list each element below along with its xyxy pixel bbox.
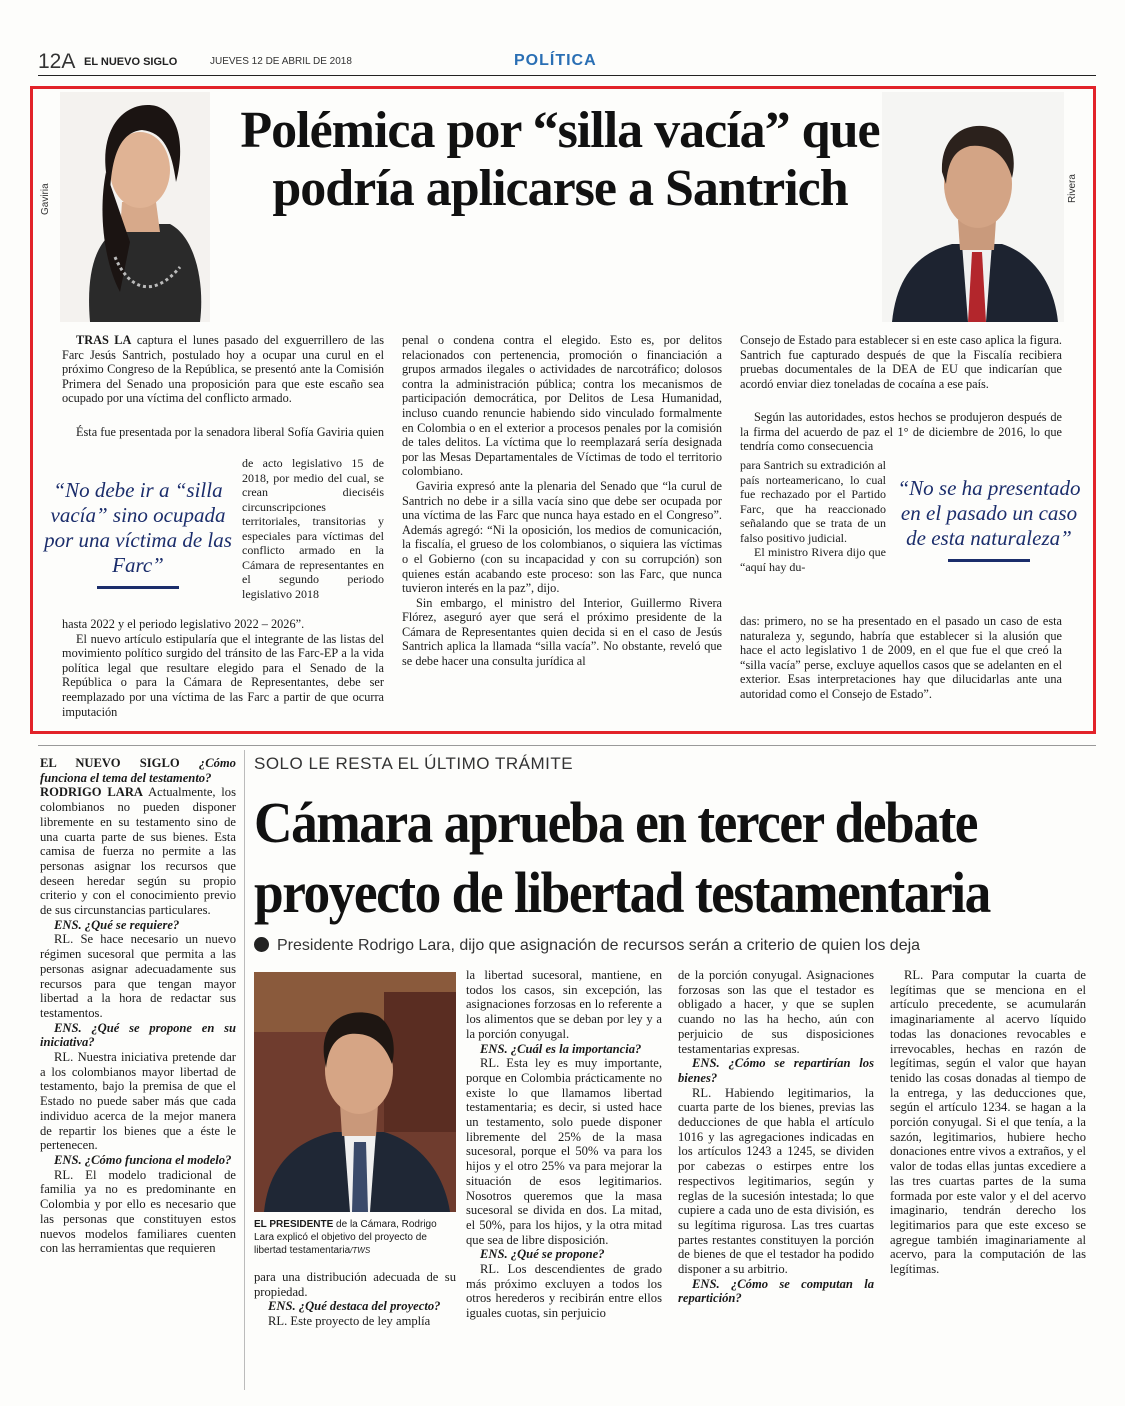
question-text: ENS. ¿Cómo funciona el modelo? [54, 1152, 232, 1167]
question-text: ENS. ¿Cuál es la importancia? [480, 1041, 642, 1056]
pull-quote-gaviria [42, 478, 234, 589]
paragraph [402, 333, 722, 479]
section-name: POLÍTICA [514, 52, 597, 69]
caption-text: de la Cámara, Rodrigo Lara explicó el objetivo del proyecto de libertad testamentaria [254, 1219, 437, 1256]
lead-in: TRAS LA [76, 333, 132, 347]
bullet-icon [254, 937, 269, 952]
page-number: 12A [38, 50, 76, 73]
top-column-3b [740, 458, 886, 574]
paragraph: de acto legislativo 15 de 2018, por medio del cual, se crean dieciséis circunscripciones territoriales, transitorias y especiales para víctimas del conflicto armado en la Cámara de representantes en el segundo periodo legislativo 2018 [242, 456, 384, 601]
paragraph: Según las autoridades, estos hechos se produjeron después de la firma del acuerdo de paz el 1° de diciembre de 2016, lo que tendría como consecuencia [740, 410, 1062, 454]
column-divider [244, 750, 245, 1390]
answer-text: RL. Habiendo legitimarios, la cuarta parte de los bienes, previas las deducciones de que habla el artículo 1016 y las agregaciones indicadas en los artículos 1243 a 1245, se dividen por cabezas o estirpes entre los respectivos legitimarios, según y reglas de la sucesión intestada; lo que cupiere a cada uno de esta división, es su legítima rigurosa. Las tres cuartas partes restantes constituyen la porción de bienes de que el testador ha podido disponer a su arbitrio. [678, 1085, 874, 1277]
answer [254, 1314, 456, 1329]
pull-quote-rule [948, 559, 1030, 562]
answer-text: RL. Este proyecto de ley amplía [268, 1314, 431, 1329]
question [40, 1153, 236, 1168]
bottom-column-4 [678, 968, 874, 1306]
paragraph [254, 1270, 456, 1299]
question [40, 918, 236, 933]
paragraph-text: penal o condena contra el elegido. Esto es, por delitos relacionados con pertenencia, promoción o financiación a grupos armados ilegales o actividades de narcotráfico; dolosos contra la administración pública; contra los mecanismos de participación democrática, por Delitos de Lesa Humanidad, incluso cuando renuncie habiendo sido vinculado formalmente en Colombia o en el exterior a procesos penales por la comisión de tales delitos. La víctima que lo reemplazará sería designada por las Mesas Departamentales de Víctimas de todo el territorio colombiano. [402, 333, 722, 479]
bottom-column-3 [466, 968, 662, 1321]
question [466, 1247, 662, 1262]
photo-caption-gaviria: Gaviria [40, 183, 51, 215]
photo-rivera [882, 92, 1064, 322]
top-column-3a [740, 410, 1062, 455]
paragraph-text: de la porción conyugal. Asignaciones forzosas son las que el testador es obligado a hacer, y que se suplen cuando no las ha hecho, aún con perjuicio de sus disposiciones testamentarias expresas. [678, 968, 874, 1056]
answer [40, 932, 236, 1020]
answer [890, 968, 1086, 1277]
answer [466, 1262, 662, 1321]
top-column-2 [402, 333, 722, 669]
answer-text: RL. Esta ley es muy importante, porque en Colombia prácticamente no existe lo que llamamos libertad testamentaria; es decir, si usted hace un testamento, solo puede disponer libremente del 25% de la masa sucesoral, porque el 50% va para los hijos y el otro 25% va para mejorar la situación de esos legitimarios. Nosotros queremos que la masa sucesoral se divida en dos. La mitad, el 50%, para los hijos, y la otra mitad que sea de libre disposición. [466, 1056, 662, 1247]
answer [678, 1086, 874, 1277]
paragraph-text: Ésta fue presentada por la senadora liberal Sofía Gaviria quien [76, 425, 384, 439]
answer [466, 1056, 662, 1247]
paragraph-text: hasta 2022 y el periodo legislativo 2022 – 2026”. [62, 617, 305, 631]
answer [40, 1168, 236, 1256]
pull-quote-rule [97, 586, 179, 589]
top-column-1a [62, 425, 384, 441]
question-text: ENS. ¿Qué destaca del proyecto? [268, 1299, 441, 1314]
photo-caption-lara [254, 1218, 456, 1257]
question [40, 1021, 236, 1050]
subheadline-text: Presidente Rodrigo Lara, dijo que asignación de recursos serán a criterio de quien los deja [277, 937, 921, 954]
paragraph [740, 333, 1062, 391]
paragraph-text: Gaviria expresó ante la plenaria del Senado que “la curul de Santrich no debe ir a silla vacía sino que debe ser ocupada por una víctima de las Farc que nunca haya estado en el Congreso”. Además agregó: “Ni la oposición, los medios de comunicación, la fiscalía, el grueso de los colombianos, o siquiera las víctimas o el Gobierno (con su incapacidad y con su corrupción) son quienes están acabando este proceso: son las Farc, que nunca tuvieron interés en la paz”, dijo. [402, 478, 722, 596]
headline-libertad-testamentaria: Cámara aprueba en tercer debate proyecto de libertad testamentaria [254, 790, 990, 925]
photo-caption-rivera: Rivera [1067, 174, 1078, 203]
paragraph: das: primero, no se ha presentado en el pasado un caso de esta naturaleza y, segundo, habría que establecer si la alusión que hace el acto legislativo 1 de 2009, en el que fue el que creó la “silla vacía” perse, excluye aquellos casos que se adelanten en el exterior. Esas interpretaciones hay que dilucidarlas ante una autoridad como el Consejo de Estado”. [740, 614, 1062, 701]
photo-credit: /TWS [350, 1246, 371, 1255]
paragraph [62, 333, 384, 406]
question [40, 756, 236, 785]
question [678, 1056, 874, 1085]
paragraph-text: captura el lunes pasado del exguerrillero de las Farc Jesús Santrich, postulado hoy a ocupar una curul en el próximo Congreso de la República, se presentó ante la Comisión Primera del Senado una proposición para que este escaño sea ocupado por una víctima del conflicto armado. [62, 333, 385, 406]
paragraph [466, 968, 662, 1042]
question-text: ENS. ¿Qué se propone en su iniciativa? [40, 1020, 236, 1050]
paragraph [402, 596, 722, 669]
answer-text: RL. Nuestra iniciativa pretende dar a los colombianos mayor libertad de testamento, bajo la premisa de que el Estado no puede saber más que cada individuo acerca de la mejor manera de repartir los bienes que a éste le pertenecen. [40, 1050, 236, 1153]
answer-text: RL. Para computar la cuarta de legítimas que se menciona en el artículo precedente, se acumularán imaginariamente al acervo líquido todas las donaciones revocables e irrevocables, hechas en razón de legítimas, según el valor que hayan tenido las cosas donadas al tiempo de la entrega, y las deducciones que, según el artículo 1234. se hagan a la porción conyugal. Si el que tenía, a la sazón, legitimarios, hubiere hecho donaciones entre vivos a extraños, y el valor de todas ellas juntas excediere a las tres cuartas partes de la suma formada por este valor y el del acervo imaginario, tendrán derecho los legitimarios para que este exceso se agregue también imaginariamente al acervo, para la computación de las legítimas. [890, 968, 1086, 1277]
divider [38, 745, 1096, 746]
question-text: ENS. ¿Qué se requiere? [54, 917, 180, 932]
question-lead: EL NUEVO SIGLO [40, 756, 180, 770]
answer-text: Actualmente, los colombianos no pueden disponer libremente en su testamento sino de una cuarta parte de sus bienes. Esta camisa de fuerza no permite a las personas asignar los recursos que deseen heredar según su propio criterio y con el conocimiento previo de sus circunstancias particulares. [40, 785, 237, 918]
answer-lead: RODRIGO LARA [40, 785, 144, 800]
question-text: ENS. ¿Cómo se computan la repartición? [678, 1276, 874, 1306]
story-kicker: SOLO LE RESTA EL ÚLTIMO TRÁMITE [254, 754, 574, 773]
paragraph: El ministro Rivera dijo que “aquí hay du- [740, 545, 886, 574]
paragraph: para Santrich su extradición al país norteamericano, lo cual fue rechazado por el Partido Farc, que ha reaccionado señalando que se trata de un falso positivo judicial. [740, 458, 886, 545]
bottom-column-5 [890, 968, 1086, 1277]
question [466, 1042, 662, 1057]
paragraph [678, 968, 874, 1056]
top-column-1c [62, 617, 384, 719]
masthead: EL NUEVO SIGLO [84, 56, 178, 68]
question-text: ENS. ¿Qué se propone? [480, 1247, 605, 1262]
answer-text: RL. Los descendientes de grado más próximo excluyen a todos los otros herederos y recibirán entre ellos iguales cuotas, sin perjuicio [466, 1262, 662, 1321]
caption-lead: EL PRESIDENTE [254, 1219, 334, 1230]
answer [40, 1050, 236, 1153]
paragraph-text: para una distribución adecuada de su propiedad. [254, 1270, 456, 1299]
paragraph [402, 479, 722, 596]
paragraph-text: El nuevo artículo estipularía que el integrante de las listas del movimiento político surgido del tránsito de las Farc-EP a la vida política legal que resultare elegido para el Senado de la República o para la Cámara de Representantes, debe ser reemplazado por una víctima de las Farc a partir de que ocurra imputación [62, 631, 384, 719]
paragraph-text: la libertad sucesoral, mantiene, en todos los casos, sin excepción, las asignaciones forzosas en lo referente a los alimentos que se deban por ley y a la porción conyugal. [466, 968, 662, 1041]
bottom-column-2 [254, 1270, 456, 1329]
paragraph-text: Consejo de Estado para establecer si en este caso aplica la figura. Santrich fue capturado después de que la Fiscalía recibiera pruebas documentales de la DEA de EU que indicarían que acordó enviar diez toneladas de cocaína a ese país. [740, 333, 1062, 391]
photo-gaviria [60, 92, 210, 322]
paragraph [62, 632, 384, 720]
top-column-1 [62, 333, 384, 406]
pull-quote-text: “No debe ir a “silla vacía” sino ocupada por una víctima de las Farc” [44, 478, 232, 577]
paragraph [62, 617, 384, 632]
issue-date: JUEVES 12 DE ABRIL DE 2018 [210, 56, 352, 67]
interview-sidebar [40, 756, 236, 1256]
question [254, 1299, 456, 1314]
question-text: ¿Cómo funciona el tema del testamento? [40, 756, 236, 785]
top-column-1b [242, 456, 384, 601]
answer-text: RL. El modelo tradicional de familia ya no es predominante en Colombia y por ello es necesario que las personas que constituyen estos nuevos modelos familiares cuenten con las herramientas que requieren [40, 1167, 236, 1256]
paragraph-text: Sin embargo, el ministro del Interior, Guillermo Rivera Flórez, aseguró ayer que será el próximo presidente de la Cámara de Representantes quien decida si en el caso de Jesús Santrich aplica la llamada “silla vacía”. No obstante, reveló que se debe hacer una consulta jurídica al [402, 595, 722, 669]
pull-quote-rivera [896, 476, 1082, 562]
page-header [38, 50, 1096, 76]
question-text: ENS. ¿Cómo se repartirían los bienes? [678, 1056, 874, 1085]
top-column-3 [740, 333, 1062, 391]
answer-text: RL. Se hace necesario un nuevo régimen sucesoral que permita a las personas asignar adecuadamente sus recursos para que tengan mayor libertad a la hora de redactar sus testamentos. [40, 932, 236, 1020]
question [678, 1277, 874, 1306]
paragraph [62, 425, 384, 441]
headline-silla-vacia: Polémica por “silla vacía” que podría aplicarse a Santrich [240, 102, 880, 217]
pull-quote-text: “No se ha presentado en el pasado un caso de esta naturaleza” [897, 476, 1081, 550]
subheadline [254, 937, 920, 955]
photo-rodrigo-lara [254, 972, 456, 1212]
top-column-3c [740, 614, 1062, 702]
answer [40, 785, 236, 917]
